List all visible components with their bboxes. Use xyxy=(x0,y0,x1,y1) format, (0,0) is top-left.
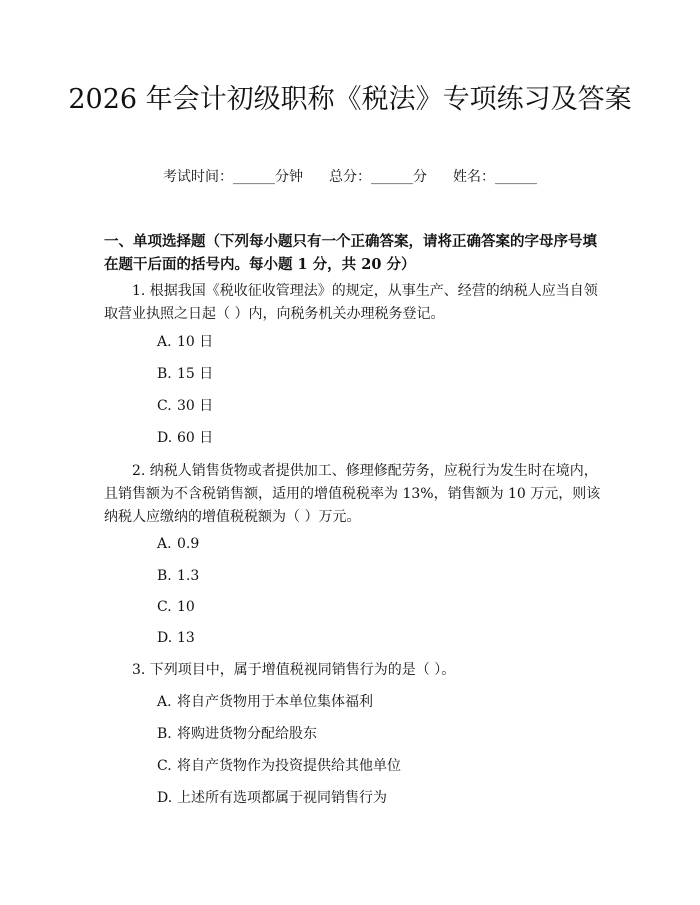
option-text: 15 日 xyxy=(177,366,214,382)
option-text: 上述所有选项都属于视同销售行为 xyxy=(177,790,387,806)
option-letter: C. xyxy=(157,758,172,774)
question-1-option-d xyxy=(157,428,213,448)
question-2-option-d xyxy=(157,628,195,648)
question-2-option-a xyxy=(157,534,199,554)
option-letter: B. xyxy=(157,568,172,584)
question-2-stem: 2. 纳税人销售货物或者提供加工、修理修配劳务，应税行为发生时在境内，且销售额为不含税销售额，适用的增值税税率为 13%，销售额为 10 万元，则该纳税人应缴纳的增值税税额为（ ）万元。 xyxy=(104,463,601,525)
option-letter: B. xyxy=(157,366,172,382)
question-1-option-c xyxy=(157,396,213,416)
question-1-option-b xyxy=(157,364,213,384)
option-letter: A. xyxy=(157,334,172,350)
question-2-option-b xyxy=(157,566,199,586)
option-letter: A. xyxy=(157,536,172,552)
total-score: 总分：______分 xyxy=(329,169,427,185)
option-text: 30 日 xyxy=(177,398,214,414)
option-text: 0.9 xyxy=(177,536,200,552)
option-letter: C. xyxy=(157,599,172,615)
option-text: 1.3 xyxy=(177,568,200,584)
option-letter: A. xyxy=(157,694,172,710)
option-letter: D. xyxy=(157,790,173,806)
option-letter: D. xyxy=(157,430,173,446)
question-3-stem: 3. 下列项目中，属于增值税视同销售行为的是（ ）。 xyxy=(132,662,456,678)
option-letter: C. xyxy=(157,398,172,414)
option-letter: D. xyxy=(157,630,173,646)
option-text: 将自产货物用于本单位集体福利 xyxy=(177,694,373,710)
student-name: 姓名：______ xyxy=(453,169,537,185)
page-title: 2026 年会计初级职称《税法》专项练习及答案 xyxy=(68,84,632,115)
question-1-stem: 1. 根据我国《税收征收管理法》的规定，从事生产、经营的纳税人应当自领取营业执照之日起（ ）内，向税务机关办理税务登记。 xyxy=(104,283,598,322)
question-1-option-a xyxy=(157,332,213,352)
question-3-option-b xyxy=(157,724,317,744)
exam-time: 考试时间：______分钟 xyxy=(163,169,303,185)
option-text: 10 日 xyxy=(177,334,214,350)
option-text: 10 xyxy=(177,599,195,615)
option-text: 13 xyxy=(177,630,195,646)
option-text: 60 日 xyxy=(177,430,214,446)
question-3-option-d xyxy=(157,788,387,808)
option-text: 将自产货物作为投资提供给其他单位 xyxy=(177,758,401,774)
question-2-option-c xyxy=(157,597,195,617)
exam-info xyxy=(0,167,700,187)
question-3-option-c xyxy=(157,756,401,776)
option-letter: B. xyxy=(157,726,172,742)
section-heading: 一、单项选择题（下列每小题只有一个正确答案，请将正确答案的字母序号填在题干后面的括号内。每小题 1 分，共 20 分） xyxy=(104,233,597,273)
option-text: 将购进货物分配给股东 xyxy=(177,726,317,742)
question-3-option-a xyxy=(157,692,373,712)
